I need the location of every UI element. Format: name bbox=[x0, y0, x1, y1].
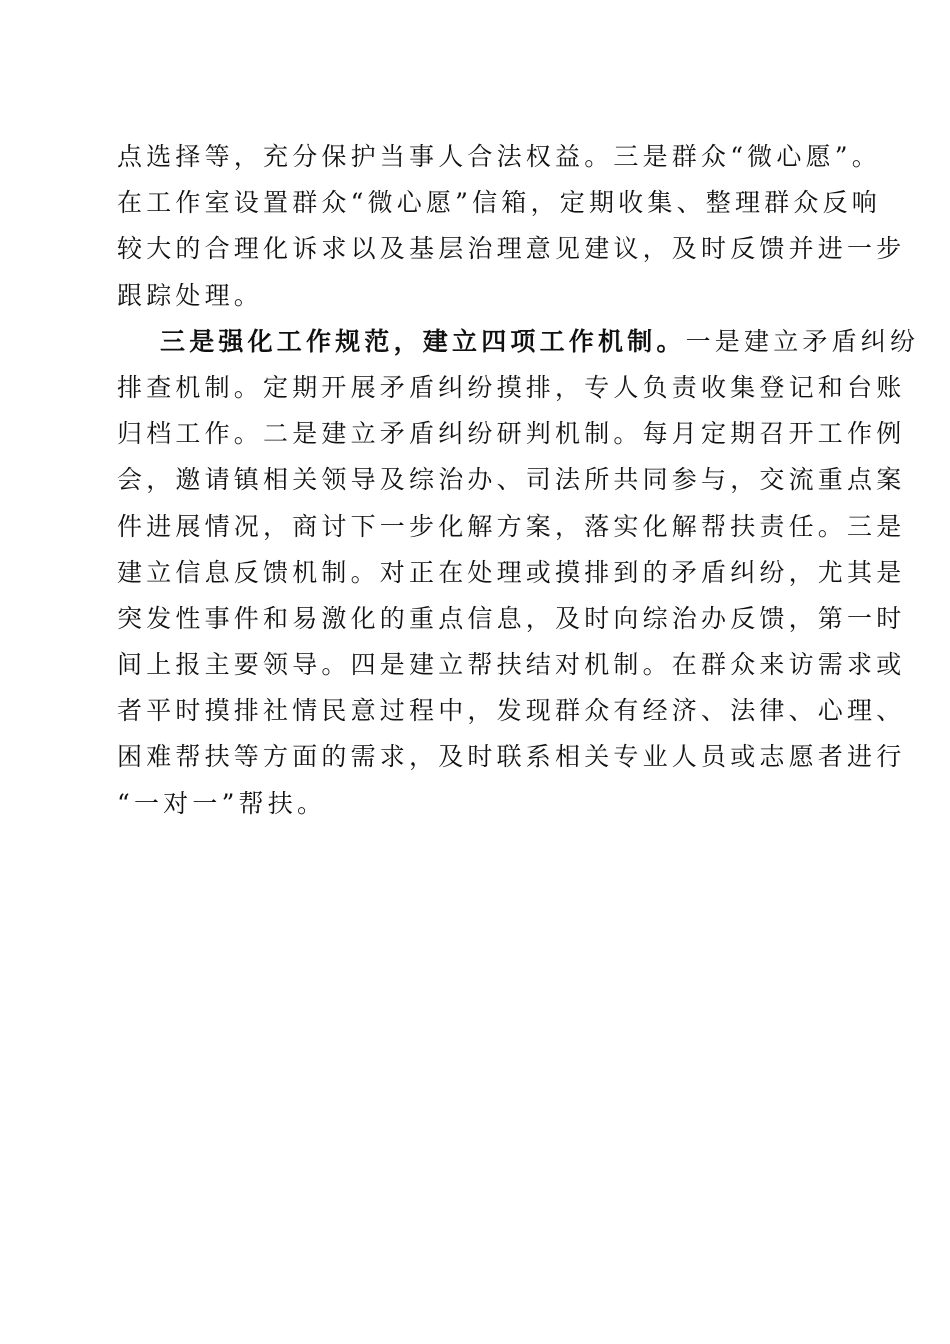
paragraph-line: 跟踪处理。 bbox=[117, 280, 264, 310]
section-heading: 三是强化工作规范，建立四项工作机制。 bbox=[160, 326, 686, 356]
paragraph-line: 会，邀请镇相关领导及综治办、司法所共同参与，交流重点案 bbox=[117, 465, 906, 495]
paragraph-line: 较大的合理化诉求以及基层治理意见建议，及时反馈并进一步 bbox=[117, 234, 906, 264]
document-body bbox=[117, 134, 920, 827]
paragraph-line: 困难帮扶等方面的需求，及时联系相关专业人员或志愿者进行 bbox=[117, 742, 906, 772]
paragraph-line: 排查机制。定期开展矛盾纠纷摸排，专人负责收集登记和台账 bbox=[117, 372, 906, 402]
paragraph-line: 在工作室设置群众“微心愿”信箱，定期收集、整理群众反响 bbox=[117, 188, 881, 218]
paragraph-text: 一是建立矛盾纠纷 bbox=[685, 326, 920, 356]
paragraph-line: 间上报主要领导。四是建立帮扶结对机制。在群众来访需求或 bbox=[117, 650, 906, 680]
paragraph-line: 突发性事件和易激化的重点信息，及时向综治办反馈，第一时 bbox=[117, 603, 906, 633]
paragraph-line: 归档工作。二是建立矛盾纠纷研判机制。每月定期召开工作例 bbox=[117, 419, 906, 449]
paragraph-line: 建立信息反馈机制。对正在处理或摸排到的矛盾纠纷，尤其是 bbox=[117, 557, 906, 587]
paragraph-line: 者平时摸排社情民意过程中，发现群众有经济、法律、心理、 bbox=[117, 696, 906, 726]
section-heading-line bbox=[117, 319, 920, 365]
paragraph-line: 件进展情况，商讨下一步化解方案，落实化解帮扶责任。三是 bbox=[117, 511, 906, 541]
paragraph-line: “一对一”帮扶。 bbox=[117, 788, 327, 818]
paragraph-line: 点选择等，充分保护当事人合法权益。三是群众“微心愿”。 bbox=[117, 142, 881, 171]
